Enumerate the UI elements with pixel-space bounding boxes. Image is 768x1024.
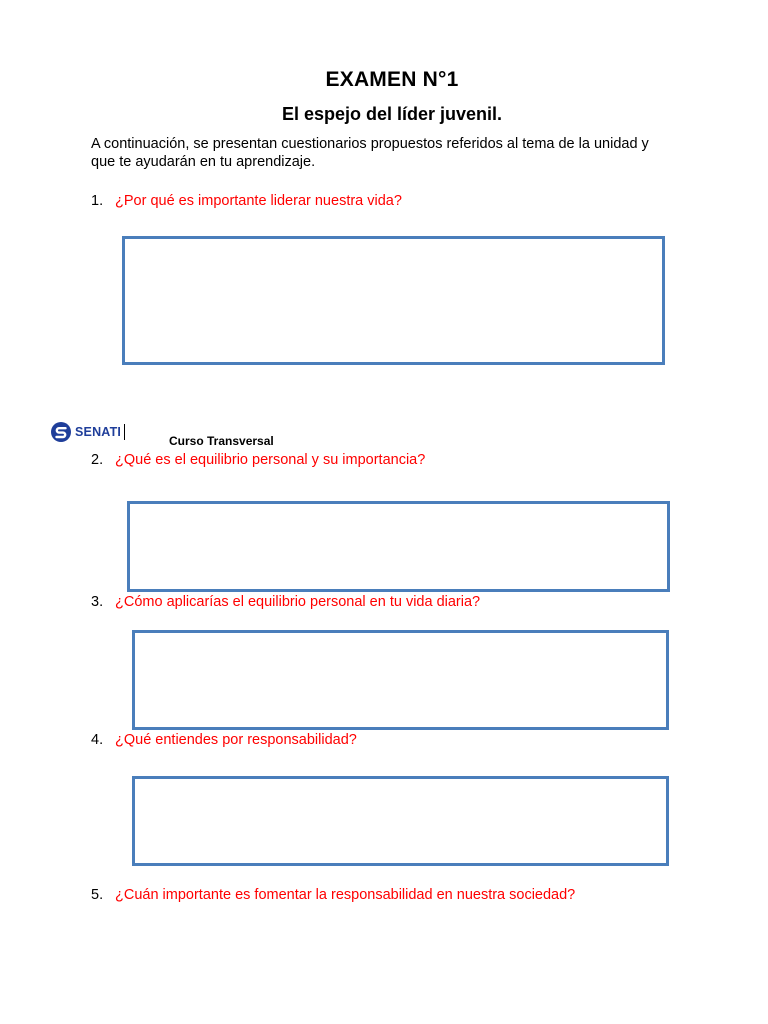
- question-5: [91, 886, 575, 904]
- question-number: 2.: [91, 452, 104, 468]
- question-text: ¿Por qué es importante liderar nuestra vida?: [115, 193, 402, 209]
- question-2: [91, 451, 425, 469]
- intro-line-1: A continuación, se presentan cuestionarios propuestos referidos al tema de la unidad y: [91, 136, 649, 152]
- question-number: 5.: [91, 887, 104, 903]
- answer-box-3[interactable]: [132, 630, 669, 730]
- question-text: ¿Qué es el equilibrio personal y su importancia?: [115, 452, 426, 468]
- logo-divider: [124, 424, 125, 440]
- question-number: 4.: [91, 732, 104, 748]
- senati-logo: [50, 420, 125, 444]
- exam-title: EXAMEN N°1: [325, 68, 459, 91]
- question-number: 3.: [91, 594, 104, 610]
- course-label: Curso Transversal: [169, 434, 274, 448]
- question-4: [91, 731, 357, 749]
- answer-box-1[interactable]: [122, 236, 665, 365]
- question-1: [91, 192, 402, 210]
- answer-box-2[interactable]: [127, 501, 670, 592]
- senati-s-icon: [50, 421, 72, 443]
- senati-logo-text: SENATI: [75, 425, 122, 439]
- question-text: ¿Qué entiendes por responsabilidad?: [115, 732, 357, 748]
- intro-paragraph: [91, 135, 706, 171]
- question-text: ¿Cómo aplicarías el equilibrio personal en tu vida diaria?: [115, 594, 481, 610]
- intro-line-2: que te ayudarán en tu aprendizaje.: [91, 154, 316, 170]
- exam-subtitle: El espejo del líder juvenil.: [281, 104, 503, 124]
- question-3: [91, 593, 480, 611]
- answer-box-4[interactable]: [132, 776, 669, 866]
- question-number: 1.: [91, 193, 104, 209]
- question-text: ¿Cuán importante es fomentar la responsabilidad en nuestra sociedad?: [115, 887, 576, 903]
